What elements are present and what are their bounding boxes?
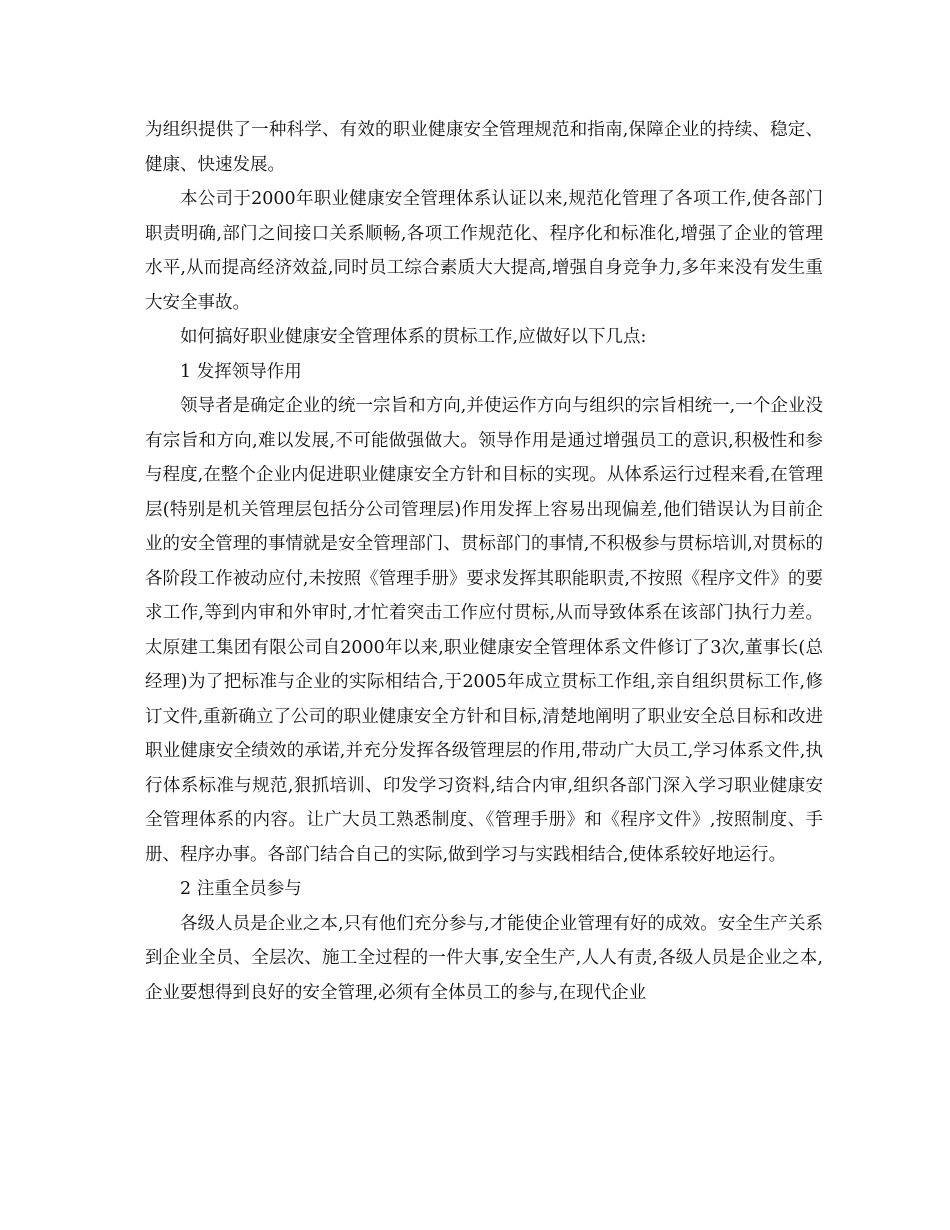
paragraph-certification: 本公司于2000年职业健康安全管理体系认证以来,规范化管理了各项工作,使各部门职责明确,部门之间接口关系顺畅,各项工作规范化、程序化和标准化,增强了企业的管理水平,从而提高经济效益,同时员工综合素质大大提高,增强自身竞争力,多年来没有发生重大安全事故。 xyxy=(145,189,823,313)
paragraph-participation: 各级人员是企业之本,只有他们充分参与,才能使企业管理有好的成效。安全生产关系到企业全员、全层次、施工全过程的一件大事,安全生产,人人有责,各级人员是企业之本,企业要想得到良好的安全管理,必须有全体员工的参与,在现代企业 xyxy=(145,913,823,1003)
document-body xyxy=(145,113,823,1010)
paragraph-intro: 为组织提供了一种科学、有效的职业健康安全管理规范和指南,保障企业的持续、稳定、健康、快速发展。 xyxy=(145,120,823,175)
section-heading-participation: 2 注重全员参与 xyxy=(180,879,302,899)
section-heading-leadership: 1 发挥领导作用 xyxy=(180,361,302,382)
paragraph-how-to: 如何搞好职业健康安全管理体系的贯标工作,应做好以下几点: xyxy=(180,327,647,347)
paragraph-leadership: 领导者是确定企业的统一宗旨和方向,并使运作方向与组织的宗旨相统一,一个企业没有宗旨和方向,难以发展,不可能做强做大。领导作用是通过增强员工的意识,积极性和参与程度,在整个企业内促进职业健康安全方针和目标的实现。从体系运行过程来看,在管理层(特别是机关管理层包括分公司管理层)作用发挥上容易出现偏差,他们错误认为目前企业的安全管理的事情就是安全管理部门、贯标部门的事情,不积极参与贯标培训,对贯标的各阶段工作被动应付,未按照《管理手册》要求发挥其职能职责,不按照《程序文件》的要求工作,等到内审和外审时,才忙着突击工作应付贯标,从而导致体系在该部门执行力差。太原建工集团有限公司自2000年以来,职业健康安全管理体系文件修订了3次,董事长(总经理)为了把标准与企业的实际相结合,于2005年成立贯标工作组,亲自组织贯标工作,修订文件,重新确立了公司的职业健康安全方针和目标,清楚地阐明了职业安全总目标和改进职业健康安全绩效的承诺,并充分发挥各级管理层的作用,带动广大员工,学习体系文件,执行体系标准与规范,狠抓培训、印发学习资料,结合内审,组织各部门深入学习职业健康安全管理体系的内容。让广大员工熟悉制度、《管理手册》和《程序文件》,按照制度、手册、程序办事。各部门结合自己的实际,做到学习与实践相结合,使体系较好地运行。 xyxy=(145,396,823,865)
